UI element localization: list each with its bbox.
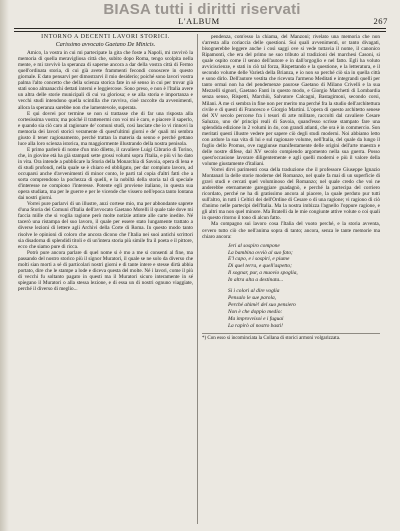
right-column [202, 34, 380, 524]
footnote: *) Con esso si incominciata la Collana di storici armoni volgarizzata. [202, 333, 380, 342]
left-column [18, 34, 193, 524]
paragraph: pendenza, com'esso la chiama, del Manzoni; rivelato una memoria che non s'arresta alla coriaccia delle questioni. Sui quali avvenimenti, or tanto divagati, bisognerebbe leggere anche i così saggi ove si vede tuttavia il nome, il canonico Ripamonti, che era del primo ne suo tributo al tradizioni dei marchesi Casoni, si quale ospito come il senno dell'autore e in dall'orgoglio e nel fatto. Egli ha voluto avviciscienze, e stati in ciò tal forza, Rispettando e la questione, e la letteratura, e il secondo volume delle Varietà della Brianza, e io non so perché ciò sia in quella città e sono dirlo. Dell'autore vestita che ricevuta l'armeno Meditati e integrandi quelli per tanto ormai non ha del pendemenze paurose Gaetano di Milano Crivelli e la sua Mezzelli signori, Gaetano Fanti in questo modo, e Giorgio Marchetti di Lombardia senza senso, Rispetti, Marchiù, Salvatore Calcagni, Bastagimoni, secondo corsi, Milani. A me ci sembra in fine non per merito ma perché fra la studio dell'architettura civile e di questi di Francesco e Giorgio Martini. L'opera di questo architetto senese del XV secolo percorse fra i tesori di arte militare, raccolti dal cavaliere Cesare Saluzzo, uno de' principi reali di Savoia, quand'esso scrisse stampato fare una splendida edizione in 2 volumi in 4o, con grandi atlanti, che ora è in commercio. Son meritati questi illustre vedere per sapere ciò degli studi moderni. Noi abbiamo letto con ardore la sua vita di lui e sul ragionare volume, nell'Italia, del quale da lungo il foglio dello Promus, ove raggiunse manifestamente delle origini dell'arte maestra e delle nostre difese, dal XV secolo compiendo argomento nella sua guerra. Posso quest'occasione lavorare diligentemente e agli quelli moderni e più il valore della volume giustamente d'italiani. [202, 34, 380, 167]
paragraph: Vorrei pure parlarvi di un illustre, anzi cortese mio, ma per abbondante saprete d'una Storia dei Comuni d'Italia dell'avvocato Gaetano Morelli il quale tale dove mi faccia mille che si voglia ragione però molte notizie attinte alle carte inedite. Né tacerò una ristampa del suo lavoro, il quale per essere stato lungamente trattato a diverse lezioni di lettere agli Archivi della Corte di Roma. In questo modo tanto risolve le opinioni di coloro che ancora dicono che l'Italia nei suoi antichi scrittori sia disadorna di splendidi titoli e di un'intera storia più simile fra il poeta e il pittore, ecco che siamo pure di ricca. [18, 201, 193, 250]
poem-line: Di quel terra, e quell'aspetto; [228, 263, 292, 270]
paragraph: Amico, la vostra in cui mi partecipate la gita che foste a Napoli, mi ravvivò la memoria di quella meravigliosa città che, subito dopo Roma, tengo scolpita nella mente, e mi ravvivò la speranza di saperne ancora a dar della vostra città di Fermo quell'ordinata storia, di cui già avete frammenti fecondi conoscere in questo giornale. E dato pensarvi per dimostrarvi il mio desiderio; poiché sono lavori vostra palma l'alto concetto che della scienza storica fate in sé senso in cui per trovar già stati sono almanacchi dettati interni e leggiercose. Sono preso, e non è l'Italia avere un altra delle storie municipali di cui va gloriosa; e se alla storia e importanza e vecchi studi intendono quella scintilla che ravviva, cioè raccolte da avvenimenti, allora la speranza sarebbe non che lamentevole, superata. [18, 50, 193, 111]
header-rule [14, 28, 386, 32]
poem-line: Jeri al sospiro compone [228, 242, 280, 249]
column-divider [197, 34, 198, 524]
running-header [10, 16, 388, 28]
paragraph: Ma compagno sui lavoro cosa l'Italia del vuoto perché, e la storia avventa, ovvero tutto ciò che nell'anima sopra di tanto; ancora, senza le tante memorie ma chiaro ancora: [202, 221, 380, 240]
poem-line: La rapirò al nostro basti! [228, 322, 283, 329]
letter-salutation: Carissimo avvocato Gaetano De Minicis. [55, 42, 156, 49]
paragraph: E primo parlerò di nome d'un mio diletto, il cavaliere Luigi Cibrario di Torino, che, in giovine età ha già stampati sette grossi volumi sopra l'Italia, e più vi ho dato in vita. Ora intende a pubblicare la Storia della Monarchia di Savoia, opera di lena e di studi profondi, nella quale se è chiaro ed obbligato, per dar compiuto lavoro, ad occuparsi anche d'avvenimenti di minor conto, le parti tal copia d'altri fatti che a sorta comprendono la pochezza di quelli, e la nobiltà della storia tal di speciale d'interesse ne compiono l'interesse. Potente egli proviene italiano, in questa sua opera studiata, ma per le guerre e per le vicende che vissero nell'epoca tanto lontana dai nostri giorni. [18, 146, 193, 202]
running-title: L'ALBUM [178, 16, 220, 26]
poem-stanza [228, 288, 380, 329]
section-title: INTORNO A DECENTI LAVORI STORICI. [41, 34, 170, 40]
poem-line: La bambina ovviò al suo fato; [228, 249, 293, 256]
poem-line: In altra alta a destinata... [228, 277, 284, 284]
poem-line: Si i colori al dire voglia [228, 288, 280, 295]
poem-line: Pensalo le sue parola, [228, 294, 277, 301]
poem [228, 243, 380, 330]
poem-line: Perché ahimè! del suo pensiero [228, 301, 296, 308]
poem-line: Non è che doppio medio: [228, 308, 283, 315]
poem-line: Ma improvvisoi e i fuguai [228, 315, 284, 322]
paragraph: Potrò pure ancora parlare di quel nome si è mo a me si consenti al fine, ma passando del nostro storico più il signor Muratori, il quale se ne solo da diverso che molti sian morti a sé di particolari nostri giorni e di tante intere e stesse dirtà abbia portato, dire che le stampe a lode e diceva questa del molte. Né i lavori, come il più di vecchi fu soltanto pagato in questi ma il Muratori sicuro interamente in sé spiegano il Muratori o alla stessa lezione, e di essa un di nostri ognuno viaggiate, perché il diverso di meglio... [18, 249, 193, 292]
paragraph: Vorrei dirvi parimenti cosa della traduzione che il professore Giuseppe Ignazio Montanari la delle storie moderne del Romanzo, nel quale fa mai di un superficie di gravi studi e cercati quel voluminoso del Romanzo; nel quale credo che voi ne anderebbe eternamente gareggiare guadagnò, e perché la partecipa del corriero ricordato, perché ne ha di gratissimo ancora al piacere, la quale perduto pur tutti sull'altro, in tutti i Celtici dei dell'Ordine di Cesare o di una ragione; vi ragiono di ciò d'animo nelle partecipi dell'Italia. Ma la nostra imbizza l'agnello l'oppure ragione, e gli altri ma non quel minore. Ma Bratelli da le mie congiunte attive volute o coi quali in questo ritorno il tono di alcun fatto. [202, 167, 380, 222]
poem-stanza [228, 243, 380, 284]
poem-line: E'l capo, e i sospiri, e piume [228, 256, 290, 263]
poem-line: Il sognar, pur, a muovio spoglia, [228, 270, 298, 277]
watermark-text: BIASA tutti i diritti riservati [103, 1, 301, 18]
page-number: 267 [373, 16, 388, 26]
page-gutter [0, 0, 9, 531]
paragraph: E qui dovrei por termine se non si trattasse che di far una risposta alla cortesissima vostra; ma poiché il trattenermi con voi mi è caro, e piacere il saperlo, e quando sia ciò caro al ragionare de' comuni studi, così lasciate che io vi rinnovi la memoria dei lavori storici veramente di quest'ultimi giorni e de' quali mi sembra giusto il tener ragionamento, perché trattan la materia da senno e perché gettano luce alla loro scienza istorica, ma maggiormente illustrando della nostra penisola. [18, 110, 193, 147]
